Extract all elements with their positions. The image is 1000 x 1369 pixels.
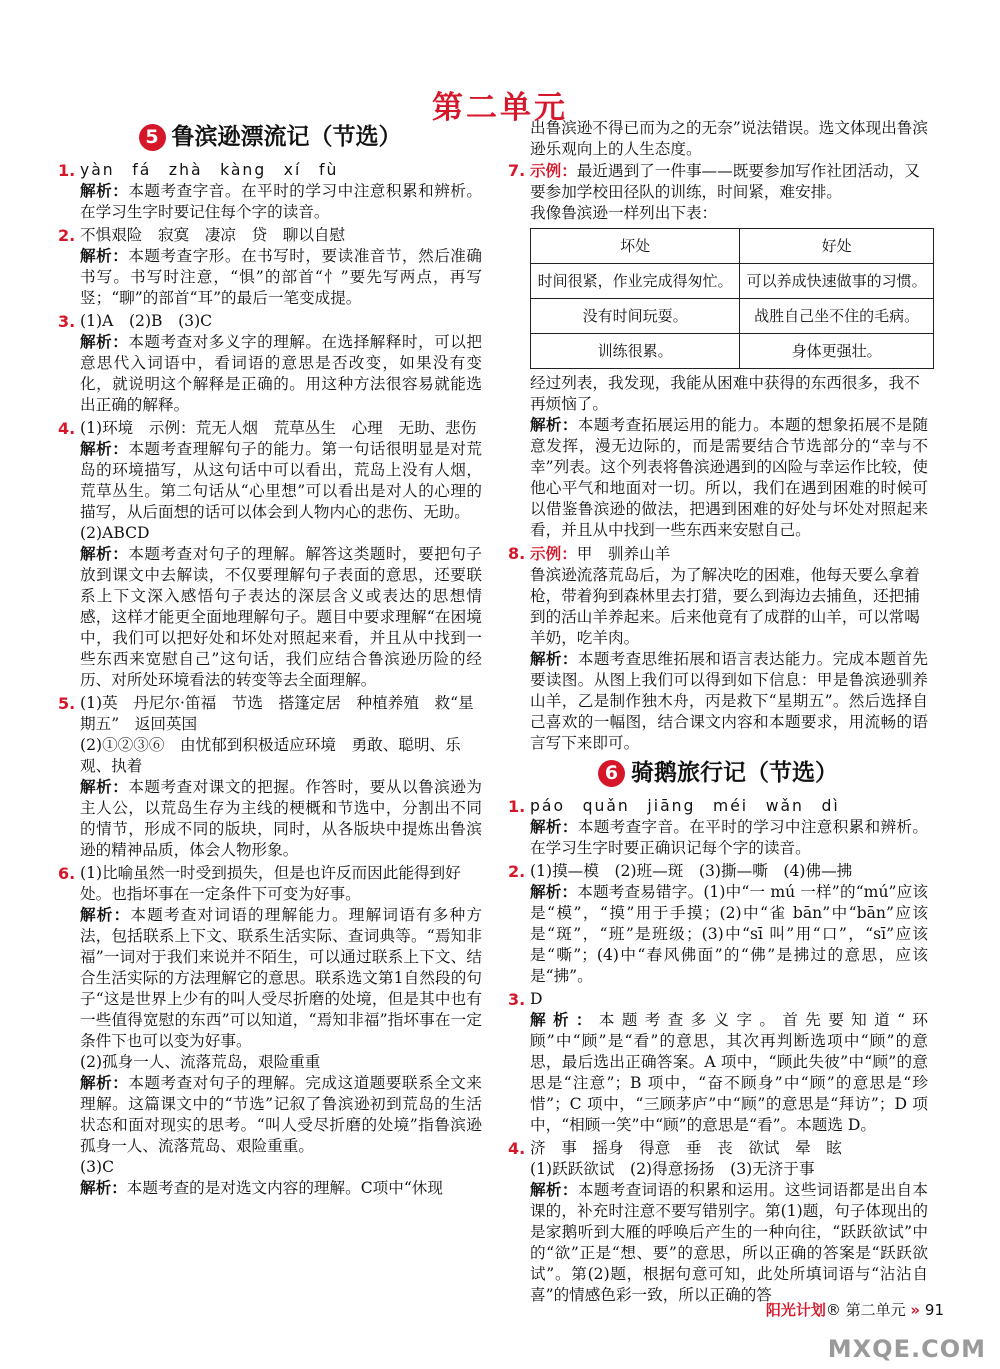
answer: D: [530, 990, 543, 1008]
answer: (2)孤身一人、流落荒岛，艰险重重: [80, 1053, 321, 1071]
explanation: [530, 649, 928, 754]
explanation: [530, 1180, 928, 1306]
explanation-text: 本题考查对句子的理解。完成这道题要联系全文来理解。这篇课文中的“节选”记叙了鲁滨逊初到荒岛的生活状态和面对现实的思考。“叫人受尽折磨的处境”指鲁滨逊孤身一人、流落荒岛、艰险重重。: [80, 1074, 482, 1155]
lesson-5-title: [58, 120, 482, 154]
question-number: 4.: [58, 419, 76, 438]
explanation-text: 本题考查词语的积累和运用。这些词语都是出自本课的，补充时注意不要写错别字。第(1)题，句子体现出的是家鹅听到大雁的呼唤后产生的一种向往，“跃跃欲试”中的“欲”正是“想、要”的意思，所以正确的答案是“跃跃欲试”。第(2)题，根据句意可知，此处所填词语与“沾沾自喜”的情感色彩一致，所以正确的答: [530, 1181, 928, 1304]
answer: [530, 543, 928, 565]
question-number: 6.: [58, 864, 76, 883]
example-label: 示例：: [530, 544, 577, 563]
explanation-label: 解析：: [80, 440, 129, 458]
table-header-cell: 好处: [740, 229, 934, 264]
lesson-title-text: 骑鹅旅行记（节选）: [631, 760, 838, 786]
table-header-cell: 坏处: [531, 229, 740, 264]
explanation: [80, 905, 482, 1052]
lesson-number-badge: 5: [139, 124, 166, 151]
question-number: 4.: [508, 1139, 526, 1158]
explanation: [80, 1178, 482, 1199]
answer: (1)比喻虽然一时受到损失，但是也许反而因此能得到好处。也指坏事在一定条件下可变为好事。: [80, 864, 461, 903]
question-number: 2.: [508, 862, 526, 881]
answer-pinyin: yàn fá zhà kàng xí fù: [80, 161, 339, 179]
explanation: [80, 181, 482, 223]
explanation-text: 本题考查字音。在平时的学习中注意积累和辨析。在学习生字时要正确识记每个字的读音。: [530, 818, 928, 857]
answer: (1)英 丹尼尔·笛福 节选 搭篷定居 种植养殖 救“星期五” 返回英国: [80, 694, 474, 733]
answer-text: 最近遇到了一件事——既要参加写作社团活动，又要参加学校田径队的训练，时间紧，难安排。: [530, 162, 920, 201]
question-2: [58, 225, 482, 309]
right-column: [508, 118, 928, 1308]
left-column: [58, 118, 482, 1201]
answer: (1)跃跃欲试 (2)得意扬扬 (3)无济于事: [530, 1160, 815, 1178]
explanation-text: 本题考查字形。在书写时，要读准音节，然后准确书写。书写时注意，“惧”的部首“忄”要先写两点，再写竖；“聊”的部首“耳”的最后一笔变成提。: [80, 247, 482, 307]
question-1: [58, 160, 482, 223]
explanation: [530, 882, 928, 987]
explanation-text: 本题考查拓展运用的能力。本题的想象拓展不是随意发挥，漫无边际的，而是需要结合节选部分的“幸与不幸”列表。这个列表将鲁滨逊遇到的凶险与幸运作比较，使他心平气和地面对一切。所以，我们在遇到困难的时候可以借鉴鲁滨逊的做法，把遇到困难的好处与坏处对照起来看，并且从中找到一些东西来安慰自己。: [530, 416, 928, 539]
question-7: [508, 160, 928, 541]
table-cell: 没有时间玩耍。: [531, 299, 740, 334]
pros-cons-table: [530, 228, 934, 369]
question-number: 2.: [58, 226, 76, 245]
answer: (1)A (2)B (3)C: [80, 312, 213, 330]
explanation: [80, 777, 482, 861]
explanation: [80, 332, 482, 416]
question-4: [508, 1138, 928, 1306]
explanation-text: 本题考查的是对选文内容的理解。C项中“休现: [126, 1179, 443, 1197]
explanation-text: 本题考查字音。在平时的学习中注意积累和辨析。在学习生字时要记住每个字的读音。: [80, 182, 482, 221]
explanation: [80, 544, 482, 691]
explanation-text: 本题考查易错字。(1)中“一 mú 一样”的“mú”应该是“模”，“摸”用于手摸；(2)中“雀 bān”中“bān”应该是“斑”，“班”是班级；(3)中“sī 叫”用“口”，“sī”应该是“嘶”；(4)中“春风佛面”的“佛”是拂过的意思，应该是“拂”。: [530, 883, 928, 985]
question-number: 8.: [508, 544, 526, 563]
explanation-label: 解析：: [80, 1179, 127, 1197]
answer: (2)ABCD: [80, 524, 150, 542]
explanation-text: 本题考查思维拓展和语言表达能力。完成本题首先要读图。从图上我们可以得到如下信息：甲是鲁滨逊驯养山羊，乙是制作独木舟，丙是救下“星期五”。然后选择自己喜欢的一幅图，结合课文内容和本题要求，用流畅的语言写下来即可。: [530, 650, 928, 752]
explanation-label: 解析：: [80, 778, 129, 796]
explanation-label: 解析：: [530, 416, 578, 434]
table-row: [531, 264, 934, 299]
question-3: [508, 989, 928, 1136]
question-number: 1.: [508, 797, 526, 816]
explanation-label: 解析：: [80, 906, 131, 924]
table-cell: 时间很紧，作业完成得匆忙。: [531, 264, 740, 299]
answer: 济 事 摇身 得意 垂 丧 欲试 晕 眩: [530, 1139, 842, 1157]
question-number: 3.: [508, 990, 526, 1009]
double-chevron-icon: »: [910, 1301, 921, 1319]
explanation-text: 本题考查多义字。首先要知道“环顾”中“顾”是“看”的意思，其次再判断选项中“顾”的意思，最后选出正确答案。A 项中，“顾此失彼”中“顾”的意思是“注意”；B 项中，“奋不顾身”中“顾”的意思是“珍惜”；C 项中，“三顾茅庐”中“顾”的意思是“拜访”；D 项中，“相顾一笑”中“顾”的意思是“看”。本题选 D。: [530, 1011, 928, 1134]
answer: [530, 160, 928, 203]
brand-name: 阳光计划: [765, 1301, 826, 1319]
table-cell: 身体更强壮。: [740, 334, 934, 369]
page-number: 91: [924, 1301, 944, 1319]
question-6: [58, 863, 482, 1199]
explanation-label: 解析：: [530, 883, 578, 901]
explanation-label: 解析：: [530, 1181, 578, 1199]
table-cell: 可以养成快速做事的习惯。: [740, 264, 934, 299]
question-number: 7.: [508, 161, 526, 180]
explanation-text: 本题考查理解句子的能力。第一句话很明显是对荒岛的环境描写，从这句话中可以看出，荒岛上没有人烟，荒草丛生。第二句话从“心里想”可以看出是对人的心理的描写，从后面想的话可以体会到人物内心的悲伤、无助。: [80, 440, 482, 521]
table-intro: 我像鲁滨逊一样列出下表：: [530, 204, 718, 222]
explanation: [530, 1010, 928, 1136]
explanation-label: 解析：: [530, 650, 578, 668]
answer: 鲁滨逊流落荒岛后，为了解决吃的困难，他每天要么拿着枪，带着狗到森林里去打猎，要么到海边去捕鱼，还把捕到的活山羊养起来。后来他竟有了成群的山羊，可以常喝羊奶，吃羊肉。: [530, 566, 920, 647]
footer-unit: 第二单元: [845, 1301, 906, 1319]
table-row: [531, 334, 934, 369]
explanation-label: 解析：: [530, 1011, 599, 1029]
question-3: [58, 311, 482, 416]
explanation-text: 本题考查对多义字的理解。在选择解释时，可以把意思代入词语中，看词语的意思是否改变，如果没有变化，就说明这个解释是正确的。用这种方法很容易就能选出正确的解释。: [80, 333, 482, 414]
explanation: [530, 415, 928, 541]
question-8: [508, 543, 928, 754]
explanation-label: 解析：: [80, 1074, 129, 1092]
explanation-label: 解析：: [530, 818, 578, 836]
explanation: [80, 1073, 482, 1157]
answer: (3)C: [80, 1158, 115, 1176]
answer: 经过列表，我发现，我能从困难中获得的东西很多，我不再烦恼了。: [530, 374, 920, 413]
answer: (1)摸—模 (2)班—斑 (3)撕—嘶 (4)佛—拂: [530, 862, 853, 880]
explanation-label: 解析：: [80, 545, 129, 563]
lesson-number-badge: 6: [598, 760, 625, 787]
table-row: [531, 299, 934, 334]
question-2: [508, 861, 928, 987]
watermark-logo: MXQE.COM: [827, 1335, 986, 1363]
lesson-6-title: [508, 756, 928, 790]
answer-pinyin: páo quǎn jiāng méi wǎn dì: [530, 797, 840, 815]
table-header-row: [531, 229, 934, 264]
explanation: [80, 246, 482, 309]
explanation-text: 本题考查对课文的把握。作答时，要从以鲁滨逊为主人公，以荒岛生存为主线的梗概和节选中，分割出不同的情节，形成不同的版块，同时，从各版块中提炼出鲁滨逊的精神品质，体会人物形象。: [80, 778, 482, 859]
explanation-label: 解析：: [80, 247, 129, 265]
explanation-label: 解析：: [80, 333, 129, 351]
explanation: [530, 817, 928, 859]
continued-explanation: 出鲁滨逊不得已而为之的无奈”说法错误。选文体现出鲁滨逊乐观向上的人生态度。: [530, 119, 928, 158]
example-label: 示例：: [530, 161, 577, 180]
answer: 不惧艰险 寂寞 凄凉 贷 聊以自慰: [80, 226, 346, 244]
question-number: 1.: [58, 161, 76, 180]
table-cell: 训练很累。: [531, 334, 740, 369]
page-footer: [766, 1299, 944, 1320]
table-cell: 战胜自己坐不住的毛病。: [740, 299, 934, 334]
registered-mark: ®: [825, 1301, 841, 1319]
answer: (2)①②③⑥ 由忧郁到积极适应环境 勇敢、聪明、乐观、执着: [80, 736, 461, 775]
question-5: [58, 693, 482, 861]
explanation: [80, 439, 482, 523]
explanation-text: 本题考查对句子的理解。解答这类题时，要把句子放到课文中去解读，不仅要理解句子表面的意思，还要联系上下文深入感悟句子表达的深层含义或表达的思想情感，这样才能更全面地理解句子。题目中要求理解“在困境中，我们可以把好处和坏处对照起来看，并且从中找到一些东西来宽慰自己”这句话，我们应结合鲁滨逊历险的经历、对所处环境看法的转变等去全面理解。: [80, 545, 482, 689]
explanation-label: 解析：: [80, 182, 129, 200]
question-4: [58, 418, 482, 691]
explanation-text: 本题考查对词语的理解能力。理解词语有多种方法，包括联系上下文、联系生活实际、查词典等。“焉知非福”一词对于我们来说并不陌生，可以通过联系上下文、结合生活实际的方法理解它的意思。联系选文第1自然段的句子“这是世界上少有的叫人受尽折磨的处境，但是其中也有一些值得宽慰的东西”可以知道，“焉知非福”指坏事在一定条件下也可以变为好事。: [80, 906, 482, 1050]
answer: (1)环境 示例：荒无人烟 荒草丛生 心理 无助、悲伤: [80, 419, 477, 437]
question-1: [508, 796, 928, 859]
question-number: 5.: [58, 694, 76, 713]
unit-title: 第二单元: [432, 90, 568, 126]
answer-text: 甲 驯养山羊: [576, 545, 671, 563]
lesson-title-text: 鲁滨逊漂流记（节选）: [171, 124, 402, 150]
question-number: 3.: [58, 312, 76, 331]
